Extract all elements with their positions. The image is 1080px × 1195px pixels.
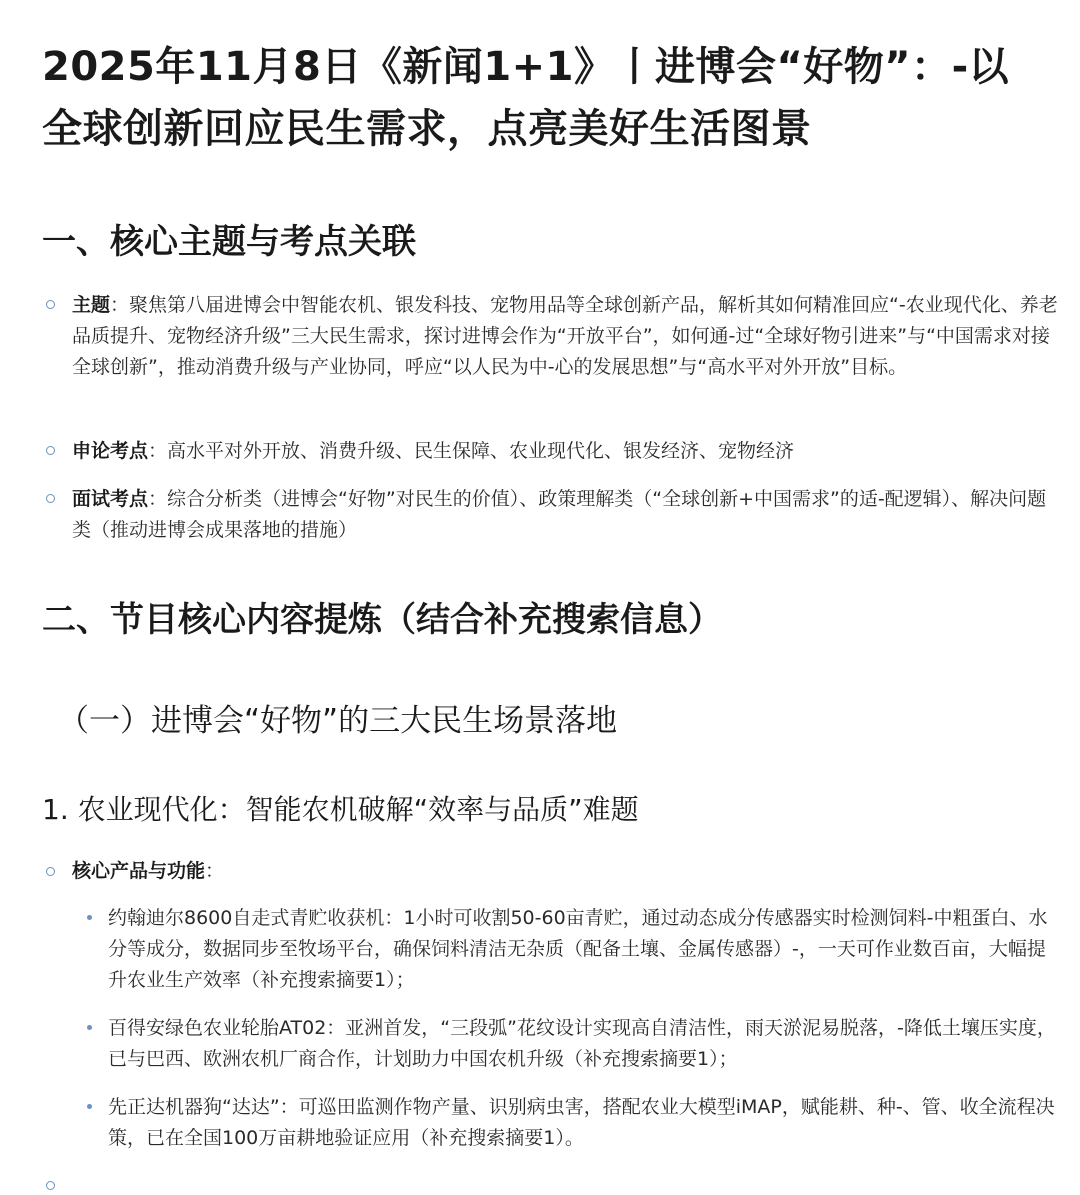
item-label: 主题 bbox=[72, 294, 111, 316]
item-text: 高水平对外开放、消费升级、民生保障、农业现代化、银发经济、宠物经济 bbox=[167, 440, 795, 462]
section-2-heading: 二、节目核心内容提炼（结合补充搜索信息） bbox=[42, 600, 722, 640]
item-separator: ： bbox=[110, 294, 130, 316]
list-item-theme bbox=[72, 290, 1062, 383]
product-item-robot-dog: 先正达机器狗“达达”：可巡田监测作物产量、识别病虫害，搭配农业大模型iMAP，赋能耕、种-、管、收全流程决策，已在全国100万亩耕地验证应用（补充搜索摘要1）。 bbox=[108, 1096, 1055, 1149]
subsection-heading: （一）进博会“好物”的三大民生场景落地 bbox=[58, 703, 618, 739]
page-title: 2025年11月8日《新闻1+1》丨进博会“好物”：-以全球创新回应民生需求，点亮美好生活图景 bbox=[42, 44, 1010, 152]
item-label: 面试考点 bbox=[72, 488, 149, 510]
list-item-interview bbox=[72, 484, 1062, 546]
product-item-tire: 百得安绿色农业轮胎AT02：亚洲首发，“三段弧”花纹设计实现高自清洁性，雨天淤泥易脱落，-降低土壤压实度，已与巴西、欧洲农机厂商合作，计划助力中国农机升级（补充搜索摘要1）； bbox=[108, 1017, 1056, 1070]
sub-bullet-icon bbox=[87, 1025, 92, 1030]
list-bullet-icon bbox=[46, 446, 55, 455]
item-separator: ： bbox=[148, 488, 168, 510]
item-text: 聚焦第八届进博会中智能农机、银发科技、宠物用品等全球创新产品，解析其如何精准回应“-农业现代化、养老品质提升、宠物经济升级”三大民生需求，探讨进博会作为“开放平台”，如何通-过“全球好物引进来”与“中国需求对接全球创新”，推动消费升级与产业协同，呼应“以人民为中-心的发展思想”与“高水平对外开放”目标。 bbox=[72, 294, 1058, 378]
sub-bullet-icon bbox=[87, 915, 92, 920]
section-1-heading: 一、核心主题与考点关联 bbox=[42, 222, 416, 262]
list-bullet-icon bbox=[46, 300, 55, 309]
item-label: 核心产品与功能 bbox=[72, 860, 206, 882]
product-item-harvester: 约翰迪尔8600自走式青贮收获机：1小时可收割50-60亩青贮，通过动态成分传感器实时检测饲料-中粗蛋白、水分等成分，数据同步至牧场平台，确保饲料清洁无杂质（配备土壤、金属传感器）-，一天可作业数百亩，大幅提升农业生产效率（补充搜索摘要1）； bbox=[108, 907, 1048, 991]
sub-bullet-icon bbox=[87, 1104, 92, 1109]
list-item-core-products bbox=[72, 856, 1062, 887]
list-bullet-icon bbox=[46, 494, 55, 503]
item-separator: ： bbox=[148, 440, 168, 462]
list-bullet-icon bbox=[46, 867, 55, 876]
list-item-shenlun bbox=[72, 436, 1062, 467]
item-separator: ： bbox=[205, 860, 225, 882]
item-label: 申论考点 bbox=[72, 440, 149, 462]
item-text: 综合分析类（进博会“好物”对民生的价值）、政策理解类（“全球创新+中国需求”的适-配逻辑）、解决问题类（推动进博会成果落地的措施） bbox=[72, 488, 1047, 541]
list-bullet-icon bbox=[46, 1181, 55, 1190]
topic-heading: 1. 农业现代化：智能农机破解“效率与品质”难题 bbox=[42, 793, 639, 826]
